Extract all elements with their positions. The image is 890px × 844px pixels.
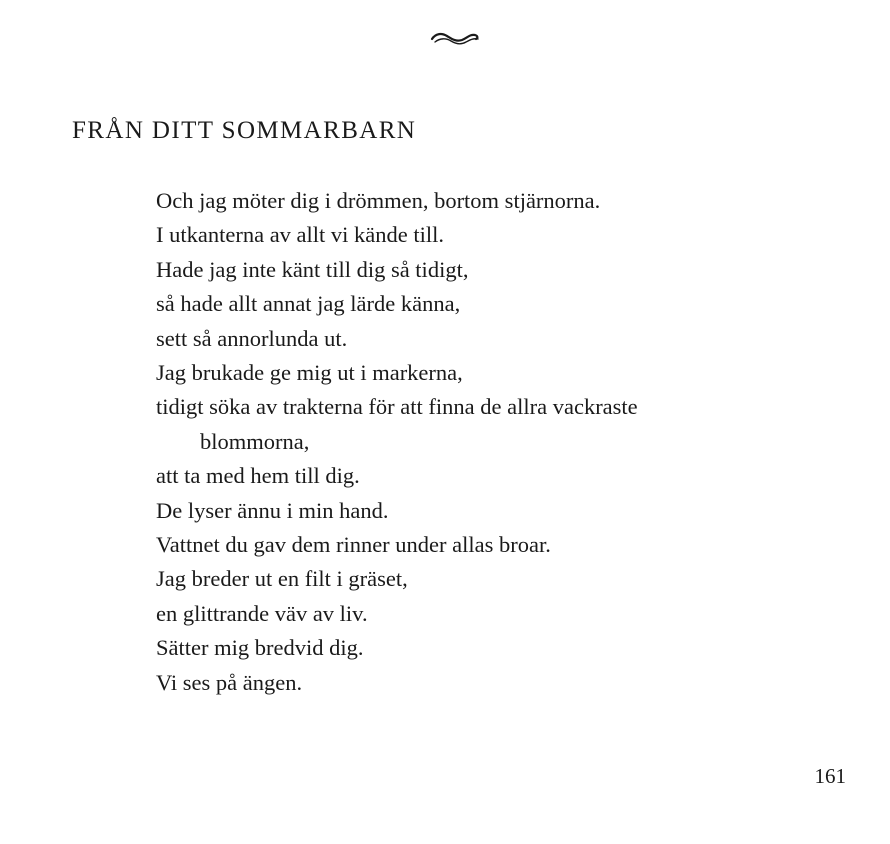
poem-line: sett så annorlunda ut. [156, 325, 348, 351]
poem-line: Jag breder ut en filt i gräset, [156, 566, 408, 592]
page-number: 161 [814, 764, 846, 788]
poem-line: I utkanterna av allt vi kände till. [156, 222, 445, 248]
poem-title: FRÅN DITT SOMMARBARN [72, 117, 417, 144]
poem-line: De lyser ännu i min hand. [156, 497, 389, 523]
poem-line: Vi ses på ängen. [156, 669, 303, 695]
poem-line: Sätter mig bredvid dig. [156, 635, 364, 661]
poem-body [156, 184, 638, 700]
poem-line: tidigt söka av trakterna för att finna de allra vackraste [156, 394, 638, 420]
poem-line: så hade allt annat jag lärde känna, [156, 291, 461, 317]
poem-line: Jag brukade ge mig ut i markerna, [156, 360, 463, 386]
poem-line: att ta med hem till dig. [156, 463, 360, 489]
swash-ornament-icon [428, 26, 482, 50]
poem-line: blommorna, [200, 428, 310, 454]
poem-line: en glittrande väv av liv. [156, 600, 368, 626]
poem-line: Hade jag inte känt till dig så tidigt, [156, 256, 469, 282]
poem-line: Och jag möter dig i drömmen, bortom stjärnorna. [156, 188, 601, 213]
poem-line: Vattnet du gav dem rinner under allas broar. [156, 532, 551, 558]
